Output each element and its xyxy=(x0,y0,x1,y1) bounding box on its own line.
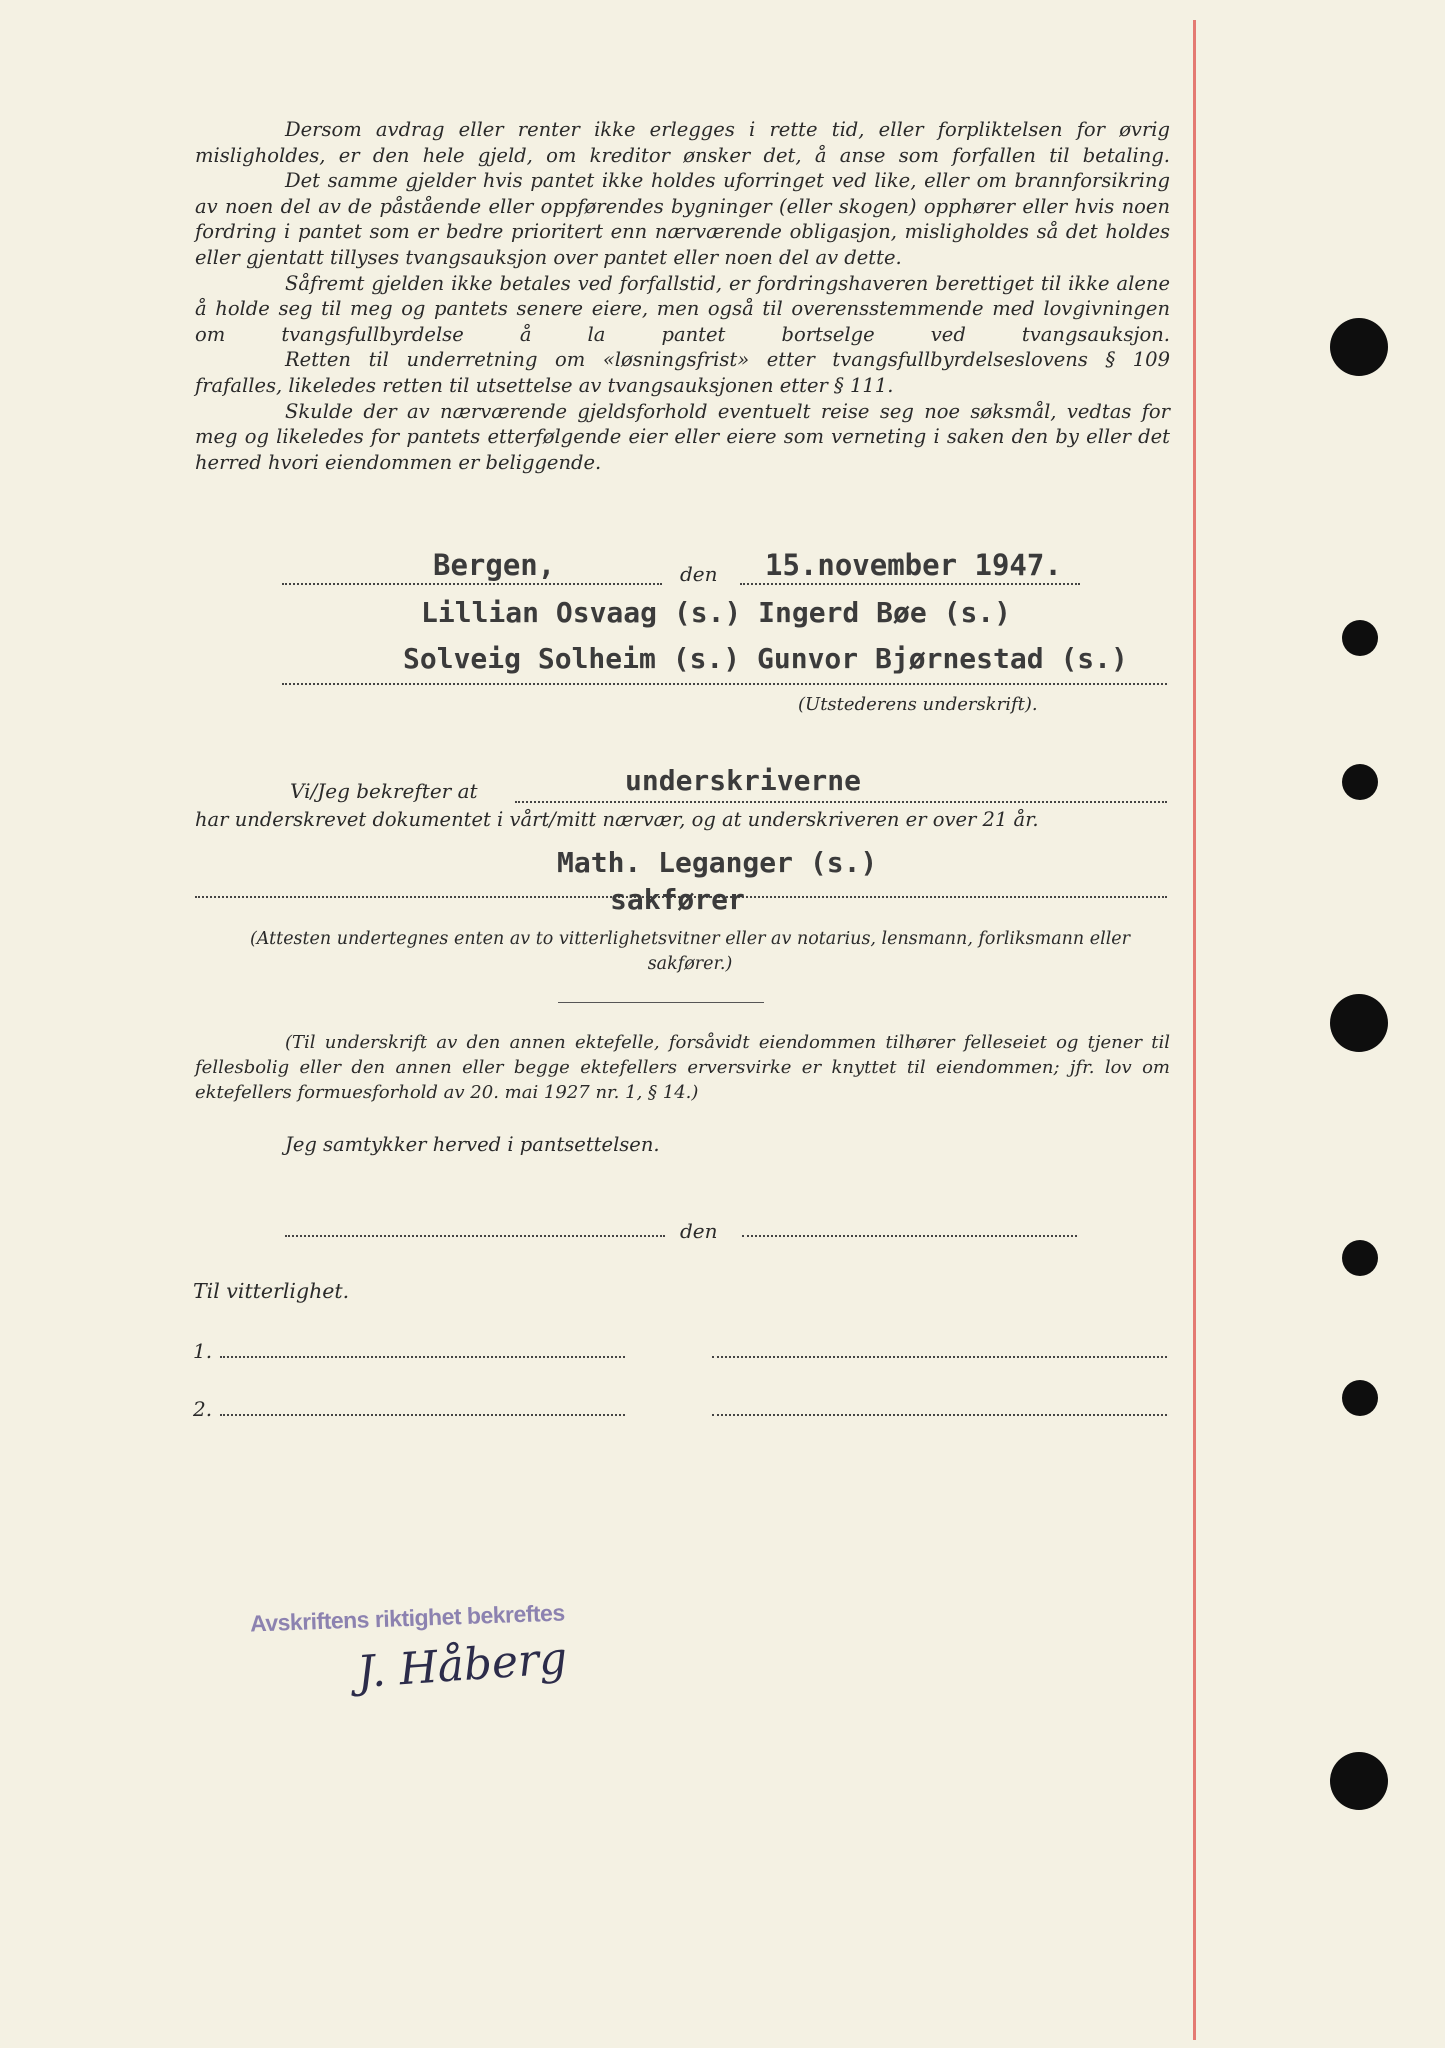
spouse-den-label: den xyxy=(680,1219,718,1243)
witness-1-number: 1. xyxy=(193,1339,213,1363)
paragraph-venue: Skulde der av nærværende gjeldsforhold eventuelt reise seg noe søksmål, vedtas for meg og likeledes for pantets etterfølgende eier eller eiere som verneting i saken den by eller det herred hvori eiendommen er beliggende. xyxy=(195,399,1170,474)
issuer-signature-caption: (Utstederens underskrift). xyxy=(798,694,1038,715)
witness-1-line-left xyxy=(220,1356,625,1358)
spouse-consent: Jeg samtykker herved i pantsettelsen. xyxy=(285,1133,660,1156)
copy-verification-stamp: Avskriftens riktighet bekreftes xyxy=(249,1599,566,1637)
paragraph-redemption: Retten til underretning om «løsningsfrist» etter tvangsfullbyrdelseslovens § 109 frafalles, likeledes retten til utsettelse av tvangsauksjonen etter § 111. xyxy=(195,348,1170,397)
attest-typed-value: underskriverne xyxy=(625,764,862,797)
signers-line-2: Solveig Solheim (s.) Gunvor Bjørnestad (s.) xyxy=(403,642,1128,675)
handwritten-signature: J. Håberg xyxy=(355,1632,569,1699)
paragraph-default: Dersom avdrag eller renter ikke erlegges i rette tid, eller forpliktelsen for øvrig misligholdes, er den hele gjeld, om kreditor ønsker det, å anse som forfallen til betaling. xyxy=(195,118,1170,167)
punch-hole-7 xyxy=(1330,1752,1388,1810)
spouse-place-line xyxy=(285,1235,665,1237)
paragraph-fire-insurance: Det samme gjelder hvis pantet ikke holdes uforringet ved like, eller om brannforsikring av noen del av de påstående eller oppførendes bygninger (eller skogen) opphører eller hvis noen fordring i pantet som er bedre prioritert enn nærværende obligasjon, misligholdes så det holdes eller gjentatt tillyses tvangsauksjon over pantet eller noen del av dette. xyxy=(195,169,1170,269)
date-value: 15.november 1947. xyxy=(765,548,1062,582)
punch-hole-2 xyxy=(1342,620,1378,656)
attest-dotted-line xyxy=(515,801,1167,803)
signature-dotted-line xyxy=(282,683,1167,685)
signers-line-1: Lillian Osvaag (s.) Ingerd Bøe (s.) xyxy=(421,596,1012,629)
place-dotted-line xyxy=(282,583,662,585)
attest-witness-title: sakfører xyxy=(610,883,745,916)
section-divider xyxy=(558,1002,764,1003)
witness-2-number: 2. xyxy=(193,1397,213,1421)
attest-prefix: Vi/Jeg bekrefter at xyxy=(290,779,478,803)
punch-hole-3 xyxy=(1342,764,1378,800)
punch-hole-1 xyxy=(1330,318,1388,376)
spouse-note: (Til underskrift av den annen ektefelle, forsåvidt eiendommen tilhører felleseiet og tjener til fellesbolig eller den annen eller begge ektefellers erversvirke er knyttet til eiendommen; jfr. lov om ektefellers formuesforhold av 20. mai 1927 nr. 1, § 14.) xyxy=(195,1032,1170,1103)
witness-2-line-left xyxy=(220,1414,625,1416)
witness-2-line-right xyxy=(712,1414,1167,1416)
den-label: den xyxy=(680,562,718,586)
attest-statement: har underskrevet dokumentet i vårt/mitt nærvær, og at underskriveren er over 21 år. xyxy=(195,808,1039,831)
punch-hole-6 xyxy=(1342,1380,1378,1416)
paragraph-enforcement: Såfremt gjelden ikke betales ved forfallstid, er fordringshaveren berettiget til ikke alene å holde seg til meg og pantets senere eiere, men også til overensstemmende med lovgivningen om tvangsfullbyrdelse å la pantet bortselge ved tvangsauksjon. xyxy=(195,271,1170,346)
attest-witness-name: Math. Leganger (s.) xyxy=(557,846,878,879)
spouse-date-line xyxy=(742,1235,1077,1237)
punch-hole-4 xyxy=(1330,994,1388,1052)
punch-hole-5 xyxy=(1342,1240,1378,1276)
witness-title: Til vitterlighet. xyxy=(193,1279,350,1303)
date-dotted-line xyxy=(740,583,1080,585)
attest-note: (Attesten undertegnes enten av to vitterlighetsvitner eller av notarius, lensmann, forliksmann eller sakfører.) xyxy=(249,929,1131,974)
terms-text xyxy=(195,117,1170,475)
place-value: Bergen, xyxy=(433,548,556,582)
red-margin-line xyxy=(1193,20,1196,2040)
witness-1-line-right xyxy=(712,1356,1167,1358)
